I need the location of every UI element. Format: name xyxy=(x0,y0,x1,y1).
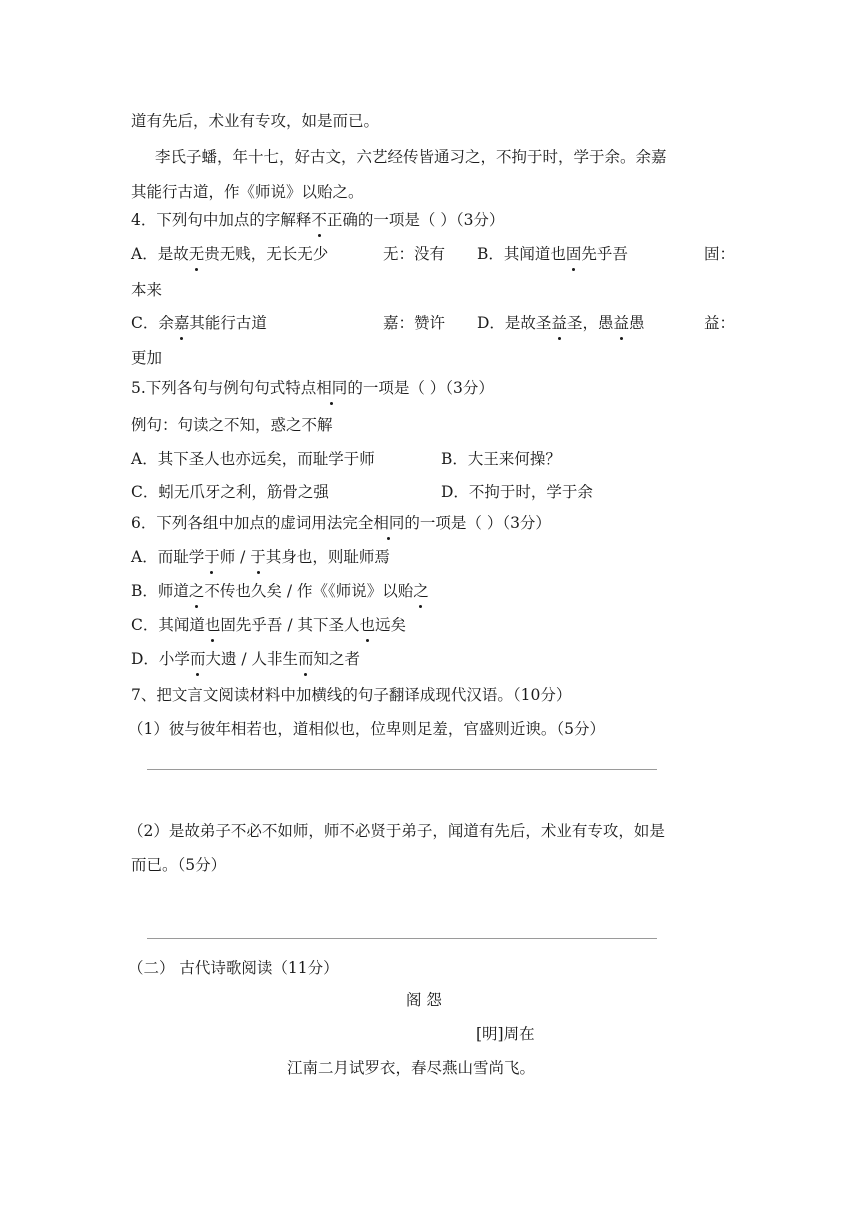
q4-option-d-explanation: 益： xyxy=(704,314,736,332)
emphasis-dot-char: 嘉 xyxy=(173,314,190,332)
q5-option-c: C．蚓无爪牙之利，筋骨之强 xyxy=(131,483,329,501)
question-6-stem: 6．下列各组中加点的虚词用法完全相同的一项是（ ）（3分） xyxy=(131,514,551,532)
q6-option-a: A．而耻学于师 / 于其身也，则耻师焉 xyxy=(131,548,390,566)
emphasis-dot-char: 益 xyxy=(613,314,629,332)
section-heading: （二） 古代诗歌阅读（11分） xyxy=(128,959,339,977)
emphasis-dot-char: 固 xyxy=(565,245,582,263)
q4-option-d: D．是故圣益圣，愚益愚 xyxy=(477,314,645,332)
passage-line: 其能行古道，作《师说》以贻之。 xyxy=(131,183,364,201)
passage-line: 道有先后，术业有专攻，如是而已。 xyxy=(131,112,380,130)
emphasis-dot-char: 而 xyxy=(189,650,206,668)
q4-option-c: C．余嘉其能行古道 xyxy=(131,314,267,332)
q5-example: 例句：句读之不知，惑之不解 xyxy=(131,416,333,434)
emphasis-dot-char: 相同 xyxy=(373,514,405,532)
q6-option-d: D．小学而大遗 / 人非生而知之者 xyxy=(131,650,361,668)
poem-author: [明]周在 xyxy=(476,1025,535,1043)
q5-option-d: D．不拘于时，学于余 xyxy=(441,483,593,501)
emphasis-dot-char: 之 xyxy=(188,582,205,600)
question-7-stem: 7、把文言文阅读材料中加横线的句子翻译成现代汉语。（10分） xyxy=(131,686,572,704)
q5-option-a: A．其下圣人也亦远矣，而耻学于师 xyxy=(131,450,375,468)
poem-title: 阁 怨 xyxy=(406,991,442,1009)
q6-option-c: C．其闻道也固先乎吾 / 其下圣人也远矣 xyxy=(131,616,406,634)
emphasis-dot-char: 无 xyxy=(188,245,205,263)
q7-sentence-2-cont: 而已。（5分） xyxy=(131,856,227,874)
q6-option-b: B．师道之不传也久矣 / 作《《师说》以贻之 xyxy=(131,582,429,600)
q7-sentence-1: （1）彼与彼年相若也，道相似也，位卑则足羞，官盛则近谀。（5分） xyxy=(128,720,605,738)
emphasis-dot-char: 相同 xyxy=(316,379,348,397)
emphasis-dot-char: 不 xyxy=(311,211,327,229)
emphasis-dot-char: 而 xyxy=(298,650,314,668)
question-5-stem: 5.下列各句与例句句式特点相同的一项是（ ）（3分） xyxy=(131,379,494,397)
answer-line-2[interactable] xyxy=(147,938,657,939)
emphasis-dot-char: 益 xyxy=(551,314,567,332)
answer-line-1[interactable] xyxy=(147,769,657,770)
q4-option-a-explanation: 无：没有 xyxy=(383,245,446,263)
emphasis-dot-char: 也 xyxy=(204,616,221,634)
emphasis-dot-char: 之 xyxy=(413,582,429,600)
q5-option-b: B．大王来何操？ xyxy=(441,450,561,468)
poem-verse: 江南二月试罗衣，春尽燕山雪尚飞。 xyxy=(287,1059,536,1077)
q4-option-b: B．其闻道也固先乎吾 xyxy=(477,245,628,263)
question-4-stem: 4．下列句中加点的字解释不正确的一项是（ ）（3分） xyxy=(131,211,505,229)
q4-option-a: A．是故无贵无贱，无长无少 xyxy=(131,245,329,263)
emphasis-dot-char: 于 xyxy=(250,548,266,566)
q7-sentence-2: （2）是故弟子不必不如师，师不必贤于弟子，闻道有先后，术业有专攻，如是 xyxy=(128,822,665,840)
q4-option-b-explanation-cont: 本来 xyxy=(131,281,163,299)
q4-option-d-explanation-cont: 更加 xyxy=(131,349,163,367)
emphasis-dot-char: 也 xyxy=(359,616,375,634)
passage-line: 李氏子蟠，年十七，好古文，六艺经传皆通习之，不拘于时，学于余。余嘉 xyxy=(155,148,667,166)
q4-option-b-explanation: 固： xyxy=(704,245,736,263)
emphasis-dot-char: 于 xyxy=(204,548,220,566)
q4-option-c-explanation: 嘉：赞许 xyxy=(383,314,446,332)
